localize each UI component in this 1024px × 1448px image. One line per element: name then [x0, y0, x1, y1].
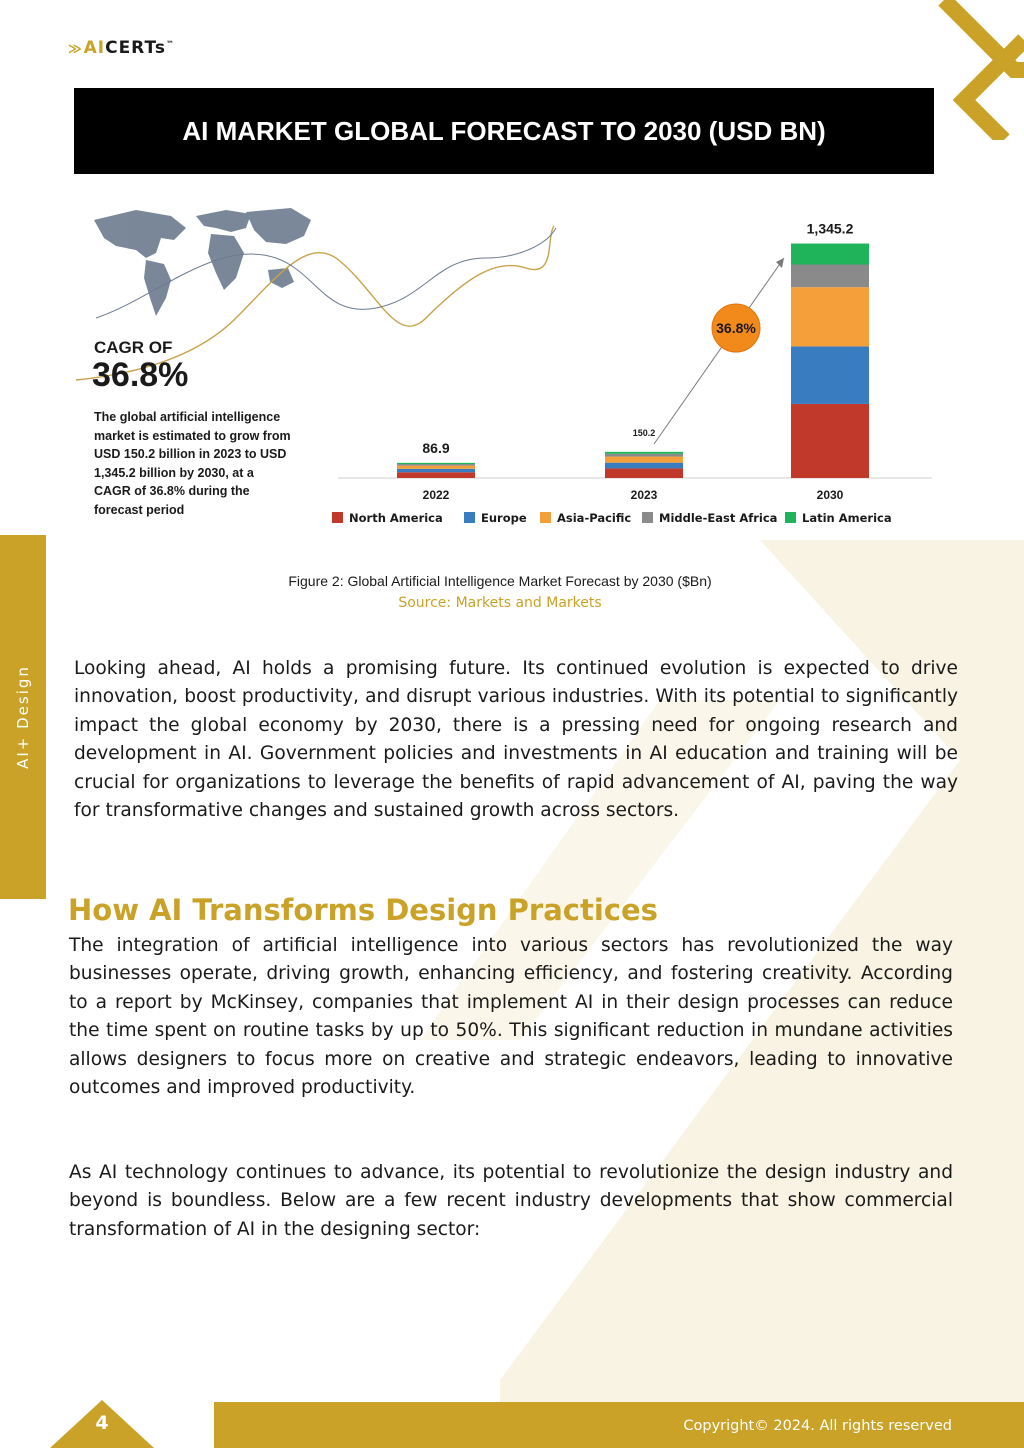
bar-segment-2022-europe: [397, 469, 475, 472]
bar-segment-2030-asia-pacific: [791, 287, 869, 346]
bar-total-label: 86.9: [422, 439, 450, 456]
bar-segment-2022-middle-east-africa: [397, 464, 475, 466]
bar-segment-2023-europe: [605, 463, 683, 469]
side-tab-label: AI+ Design: [14, 665, 32, 769]
legend-label: Europe: [481, 511, 527, 525]
bar-segment-2022-north-america: [397, 472, 475, 478]
bar-segment-2022-asia-pacific: [397, 466, 475, 469]
figure-caption: Figure 2: Global Artificial Intelligence Market Forecast by 2030 ($Bn): [288, 573, 712, 589]
aicerts-logo: ≫AICERTs™: [68, 38, 175, 58]
cagr-value: 36.8%: [92, 356, 189, 394]
x-tick-label: 2023: [630, 488, 658, 502]
logo-arrow-icon: ≫: [68, 42, 83, 57]
footer-bar: [214, 1402, 1024, 1448]
world-map-graphic: [94, 208, 311, 316]
growth-arrow-head: [776, 258, 784, 268]
body-paragraph-3: As AI technology continues to advance, its potential to revolutionize the design industry and beyond is boundless. Below are a few recent industry developments that show commercial transformation of AI in the designing sector:: [69, 1162, 953, 1240]
legend-swatch: [540, 512, 551, 523]
legend-swatch: [332, 512, 343, 523]
cagr-bubble-label: 36.8%: [716, 320, 756, 336]
bar-segment-2030-latin-america: [791, 244, 869, 265]
bar-segment-2030-europe: [791, 346, 869, 404]
page-title: AI MARKET GLOBAL FORECAST TO 2030 (USD BN): [74, 88, 934, 174]
body-paragraph-1: Looking ahead, AI holds a promising future. Its continued evolution is expected to drive innovation, boost productivity, and disrupt various industries. With its potential to significantly impact the global economy by 2030, there is a pressing need for ongoing research and development in AI. Government policies and investments in AI education and training will be crucial for organizations to leverage the benefits of rapid advancement of AI, paving the way for transformative changes and sustained growth across sectors.: [74, 658, 958, 822]
copyright-text: Copyright© 2024. All rights reserved: [683, 1418, 952, 1434]
figure-source: Source: Markets and Markets: [398, 595, 602, 611]
growth-arrow: [654, 258, 784, 444]
cagr-label: CAGR OF: [94, 338, 173, 357]
body-paragraph-2: The integration of artificial intelligence into various sectors has revolutionized the way businesses operate, driving growth, enhancing efficiency, and fostering creativity. According to a report by McKinsey, companies that implement AI in their design processes can reduce the time spent on routine tasks by up to 50%. This significant reduction in mundane activities allows designers to focus more on creative and strategic endeavors, leading to innovative outcomes and improved productivity.: [69, 935, 953, 1099]
legend-label: Latin America: [802, 511, 892, 525]
x-tick-label: 2030: [816, 488, 844, 502]
bar-segment-2030-middle-east-africa: [791, 265, 869, 288]
legend-swatch: [464, 512, 475, 523]
side-section-tab: [0, 535, 46, 899]
page-number: 4: [95, 1412, 109, 1434]
bar-total-label: 1,345.2: [806, 220, 854, 237]
market-forecast-figure: [76, 198, 948, 548]
legend-label: North America: [349, 511, 443, 525]
bar-segment-2022-latin-america: [397, 463, 475, 464]
legend-swatch: [642, 512, 653, 523]
bar-segment-2023-middle-east-africa: [605, 454, 683, 457]
cagr-description: The global artificial intelligence market is estimated to grow from USD 150.2 billion in 2023 to USD 1,345.2 billion by 2030, at a CAGR of 36.8% during the forecast period: [94, 410, 291, 517]
bar-segment-2023-latin-america: [605, 452, 683, 454]
x-tick-label: 2022: [422, 488, 450, 502]
legend-label: Middle-East Africa: [659, 511, 778, 525]
bar-segment-2030-north-america: [791, 404, 869, 478]
section-heading: How AI Transforms Design Practices: [68, 893, 658, 927]
bar-segment-2023-asia-pacific: [605, 457, 683, 463]
bar-segment-2023-north-america: [605, 468, 683, 478]
legend-label: Asia-Pacific: [557, 511, 632, 525]
bar-total-label: 150.2: [632, 427, 656, 438]
legend-swatch: [785, 512, 796, 523]
